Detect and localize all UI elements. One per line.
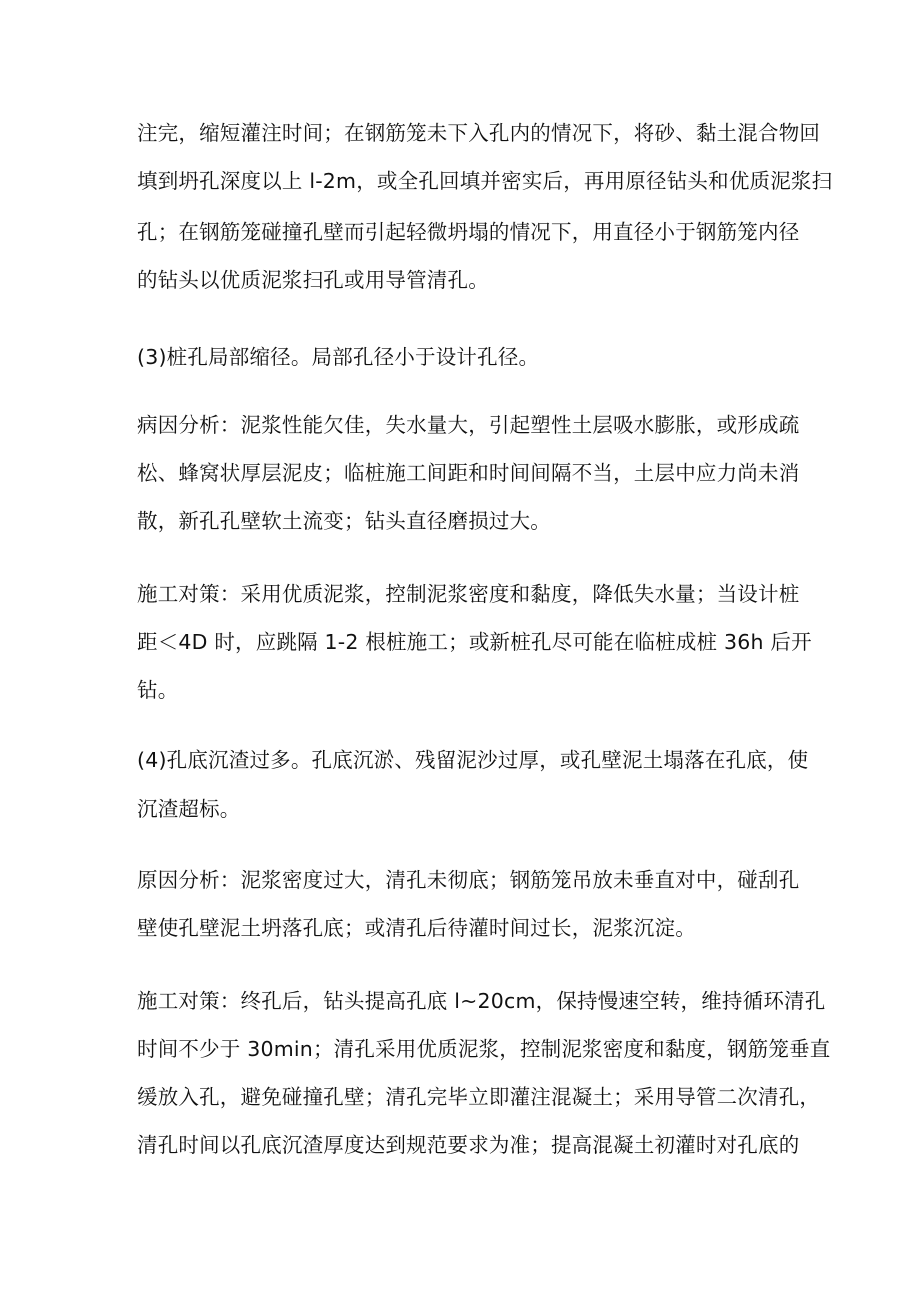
- text-line: 时间不少于 30min；清孔采用优质泥浆，控制泥浆密度和黏度，钢筋笼垂直: [137, 1037, 831, 1061]
- text-line: 施工对策：终孔后，钻头提高孔底 l~20cm，保持慢速空转，维持循环清孔: [137, 989, 826, 1013]
- text-line: 钻。: [137, 678, 179, 702]
- text-line: 沉渣超标。: [137, 797, 241, 821]
- text-line: 注完，缩短灌注时间；在钢筋笼未下入孔内的情况下，将砂、黏土混合物回: [137, 121, 821, 145]
- section-heading: (4)孔底沉渣过多。孔底沉淤、残留泥沙过厚，或孔壁泥土塌落在孔底，使: [137, 748, 809, 772]
- text-line: 施工对策：采用优质泥浆，控制泥浆密度和黏度，降低失水量；当设计桩: [137, 582, 800, 606]
- text-line: 清孔时间以孔底沉渣厚度达到规范要求为准；提高混凝土初灌时对孔底的: [137, 1133, 800, 1157]
- text-line: 病因分析：泥浆性能欠佳，失水量大，引起塑性土层吸水膨胀，或形成疏: [137, 413, 800, 437]
- text-line: 距＜4D 时，应跳隔 1-2 根桩施工；或新桩孔尽可能在临桩成桩 36h 后开: [137, 630, 812, 654]
- text-line: 缓放入孔，避免碰撞孔壁；清孔完毕立即灌注混凝土；采用导管二次清孔，: [137, 1085, 821, 1109]
- text-line: 松、蜂窝状厚层泥皮；临桩施工间距和时间间隔不当，土层中应力尚未消: [137, 461, 800, 485]
- section-heading: (3)桩孔局部缩径。局部孔径小于设计孔径。: [137, 345, 540, 369]
- text-line: 填到坍孔深度以上 l-2m，或全孔回填并密实后，再用原径钻头和优质泥浆扫: [137, 169, 833, 193]
- text-line: 壁使孔壁泥土坍落孔底；或清孔后待灌时间过长，泥浆沉淀。: [137, 916, 696, 940]
- text-line: 孔；在钢筋笼碰撞孔壁而引起轻微坍塌的情况下，用直径小于钢筋笼内径: [137, 220, 800, 244]
- text-line: 原因分析：泥浆密度过大，清孔未彻底；钢筋笼吊放未垂直对中，碰刮孔: [137, 868, 800, 892]
- text-line: 的钻头以优质泥浆扫孔或用导管清孔。: [137, 268, 489, 292]
- text-line: 散，新孔孔壁软土流变；钻头直径磨损过大。: [137, 509, 551, 533]
